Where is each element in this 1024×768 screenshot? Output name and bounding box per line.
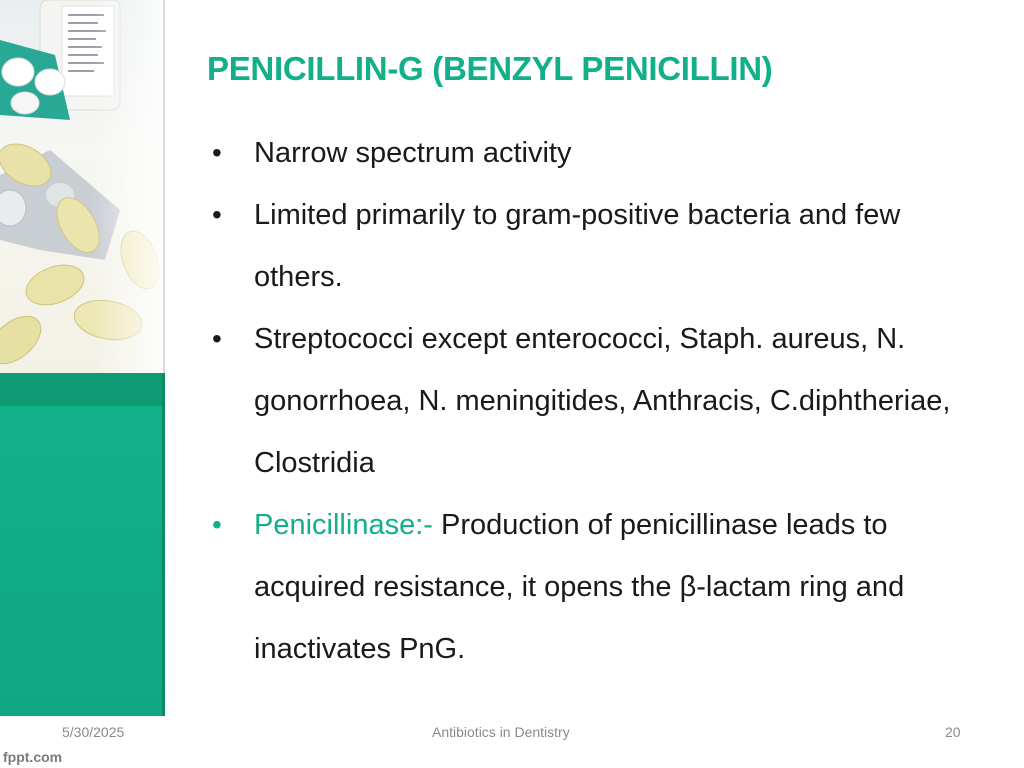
- bullet-text: Narrow spectrum activity: [254, 137, 572, 169]
- bullet-text: Production of penicillinase leads to acquired resistance, it opens the β-lactam ring and inactivates PnG.: [254, 509, 905, 665]
- bullet-item: [212, 184, 992, 308]
- green-band: [0, 406, 165, 716]
- pills-photo: [0, 0, 165, 373]
- green-band-top: [0, 373, 165, 406]
- footer-title: Antibiotics in Dentistry: [432, 724, 570, 740]
- page-number: 20: [945, 724, 961, 740]
- bullet-dot: •: [212, 509, 222, 540]
- bullet-text: Limited primarily to gram-positive bacteria and few others.: [254, 199, 901, 293]
- brand-watermark: fppt.com: [3, 749, 63, 765]
- footer-date: 5/30/2025: [62, 724, 125, 740]
- bullet-dot: •: [212, 199, 222, 230]
- bullet-item: [212, 494, 992, 680]
- bullet-text: Streptococci except enterococci, Staph. aureus, N. gonorrhoea, N. meningitides, Anthracis, C.diphtheriae, Clostridia: [254, 323, 951, 479]
- slide-title: PENICILLIN-G (BENZYL PENICILLIN): [207, 50, 773, 87]
- bullet-item: [212, 122, 992, 184]
- photo-divider: [163, 0, 165, 373]
- bullet-dot: •: [212, 137, 222, 168]
- bullet-item: [212, 308, 992, 494]
- green-band-edge: [162, 373, 165, 716]
- bullet-highlight: Penicillinase:-: [254, 509, 433, 541]
- bullet-list: [212, 122, 992, 680]
- bullet-dot: •: [212, 323, 222, 354]
- photo-fade: [0, 0, 165, 373]
